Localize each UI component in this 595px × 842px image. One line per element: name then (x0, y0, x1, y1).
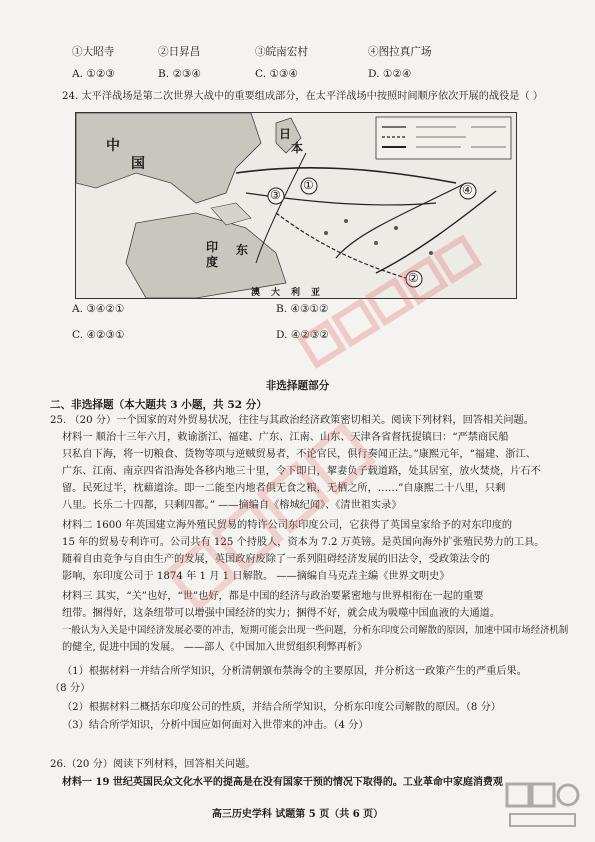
q24-option-a: A. ③④②① (72, 303, 125, 315)
q24-option-d: D. ④②③② (276, 329, 329, 341)
q25-line-2: 材料一 顺治十三年六月，敕谕浙江、福建、广东、江南、山东、天津各省督抚提镇曰：“严禁商民船 (62, 432, 509, 443)
map-label-china-1: 中 (106, 138, 120, 154)
map-label-australia-1: 澳 (251, 288, 261, 298)
q23-option-a: A. ①②③ (72, 68, 115, 80)
map-label-china-2: 国 (131, 156, 145, 172)
map-label-australia-4: 亚 (311, 288, 321, 298)
q25-line-12: 纽带。捆得好，这条纽带可以增强中国经济的实力；捆得不好，就会成为吸噬中国血液的大通道。 (62, 608, 501, 619)
q23-option-b: B. ②③④ (158, 68, 202, 80)
q23-item-1: ①大昭寺 (72, 46, 115, 58)
map-label-japan-1: 日 (279, 127, 292, 141)
q23-item-2: ②日昇昌 (158, 46, 201, 58)
section-title: 二、非选择题（本大题共 3 小题，共 52 分） (50, 399, 267, 411)
q25-line-9: 随着自由竞争与自由生产的发展，英国政府废除了一系列阻碍经济发展的旧法令，受政策法令的 (62, 554, 490, 565)
q23-option-d: D. ①②④ (368, 68, 412, 80)
map-label-australia-3: 利 (291, 288, 301, 298)
map-marker-4: ④ (462, 183, 473, 197)
q26-line-1: 材料一 19 世纪英国民众文化水平的提高是在没有国家干预的情况下取得的。工业革命中家庭消费观 (62, 777, 503, 788)
q25-sub-3: （3）结合所学知识，分析中国应如何面对入世带来的冲击。（4 分） (62, 720, 369, 731)
q23-item-3: ③皖南宏村 (255, 46, 308, 58)
q25-line-3: 只私自下海，将一切粮食、货物等项与逆贼贸易者，不论官民，俱行奏闻正法。”康熙元年，“福建、浙江、 (62, 449, 536, 460)
q23-item-4: ④图拉真广场 (368, 46, 432, 58)
q25-line-8: 15 年的贸易专利许可。公司共有 125 个持股人，资本为 7.2 万英镑。是英国向海外扩张殖民势力的工具。 (62, 537, 545, 548)
q25-line-4: 广东、江南、南京四省沿海处各移内地三十里，令下即日，挈妻负子载道路，处其居室，放火焚烧，片石不 (62, 466, 541, 477)
section-heading: 非选择题部分 (265, 380, 330, 392)
map-label-japan-2: 本 (291, 141, 304, 155)
map-label-australia-2: 大 (271, 288, 281, 298)
q25-line-13: 一般认为入关是中国经济发展必要的冲击，短期可能会出现一些问题，分析东印度公司解散的原因，加速中国市场经济机制 (62, 625, 569, 636)
map-marker-2: ② (408, 271, 419, 285)
q25-line-5: 留。民死过半，枕藉道涂。即一二能至内地者俱无食之粮，无栖之所，……”自康熙二十八里，只剩 (62, 483, 506, 494)
map-label-indonesia-2: 度 (206, 255, 219, 269)
map-label-indonesia-1: 印 (206, 240, 219, 254)
q25-line-7: 材料二 1600 年英国建立海外殖民贸易的特许公司东印度公司，它获得了英国皇家给予的对东印度的 (62, 520, 513, 531)
q25-line-14: 的健全, 促进中国的发展。 ——部人《中国加入世贸组织利弊再析》 (62, 642, 368, 653)
q25-sub-1: （1）根据材料一并结合所学知识，分析清朝颁布禁海令的主要原因，并分析这一政策产生的严重后果。 (62, 666, 527, 677)
map-label-east: 东 (236, 243, 249, 257)
stamp-watermark-large-icon (140, 400, 400, 640)
q25-sub-2: （2）根据材料二概括东印度公司的性质，并结合所学知识，分析东印度公司解散的原因。（8 分） (62, 702, 501, 713)
map-marker-1: ① (303, 178, 314, 192)
q25-line-11: 材料三 其实，“关”也好，“世”也好，都是中国的经济与政治要紧密地与世界相衔在一起的重要 (62, 591, 484, 602)
q25-line-6: 八里。长乐二十四都，只剩四都。” ——摘编自《榕城纪闻》、《清世祖实录》 (62, 500, 402, 511)
q25-line-1: 25. （20 分）一个国家的对外贸易状况，往往与其政治经济政策密切相关。阅读下列材料，回答相关问题。 (50, 415, 534, 426)
q25-line-10: 影响，东印度公司于 1874 年 1 月 1 日解散。 ——摘编自马克垚主编《世界文明史》 (62, 571, 450, 582)
page-footer: 高三历史学科 试题第 5 页（共 6 页） (211, 809, 384, 820)
q25-sub-1-points: （8 分） (50, 683, 91, 694)
q24-option-b: B. ④③①② (276, 303, 329, 315)
site-logo-icon (505, 782, 580, 830)
q24-option-c: C. ④②③① (72, 329, 125, 341)
q26-stem: 26.（20 分）阅读下列材料，回答相关问题。 (50, 759, 256, 770)
q24-stem: 24. 太平洋战场是第二次世界大战中的重要组成部分，在太平洋战场中按照时间顺序依次开展的战役是（ ） (62, 91, 544, 102)
q23-option-c: C. ①③④ (255, 68, 298, 80)
map-marker-3: ③ (270, 188, 281, 202)
stamp-watermark-icon (280, 230, 510, 390)
